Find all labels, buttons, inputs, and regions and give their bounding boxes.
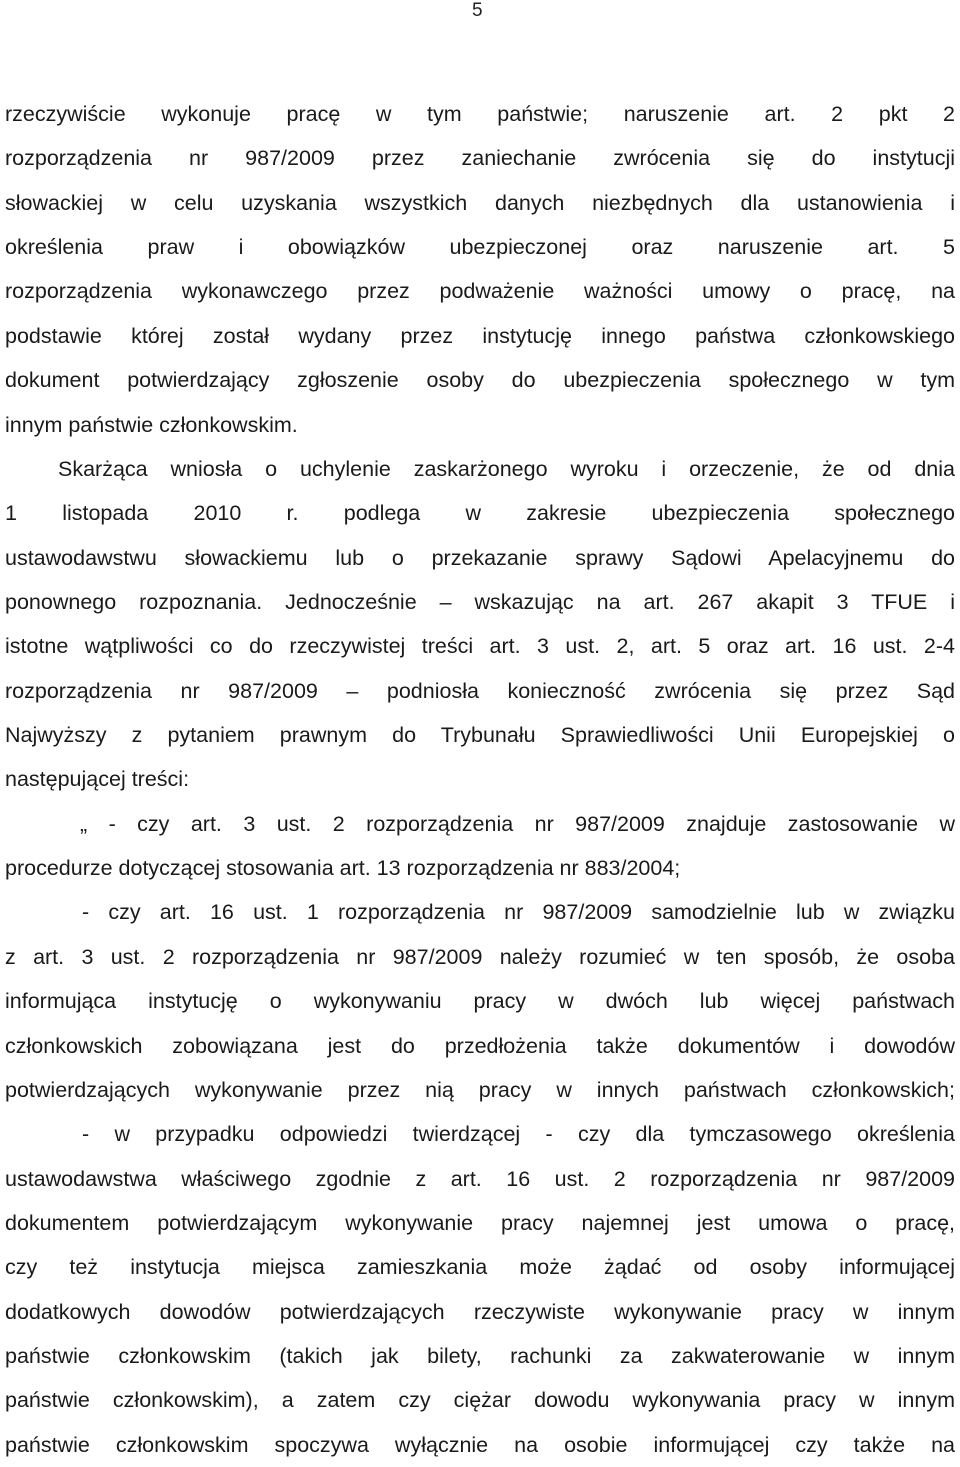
text-line: rozporządzenia nr 987/2009 przez zaniechanie zwrócenia się do instytucji (5, 146, 955, 171)
text-line: - w przypadku odpowiedzi twierdzącej - czy dla tymczasowego określenia (82, 1122, 955, 1147)
text-line: Najwyższy z pytaniem prawnym do Trybunału Sprawiedliwości Unii Europejskiej o (5, 723, 955, 748)
text-line: „ - czy art. 3 ust. 2 rozporządzenia nr 987/2009 znajduje zastosowanie w (80, 811, 955, 836)
document-body (5, 92, 955, 1467)
text-line: Skarżąca wniosła o uchylenie zaskarżonego wyroku i orzeczenie, że od dnia (58, 456, 955, 481)
text-line: rozporządzenia nr 987/2009 – podniosła konieczność zwrócenia się przez Sąd (5, 678, 955, 703)
text-line: dokument potwierdzający zgłoszenie osoby do ubezpieczenia społecznego w tym (5, 368, 955, 393)
text-line: państwie członkowskim (takich jak bilety, rachunki za zakwaterowanie w innym (5, 1344, 955, 1369)
text-line: ponownego rozpoznania. Jednocześnie – wskazując na art. 267 akapit 3 TFUE i (5, 589, 955, 614)
text-line: członkowskich zobowiązana jest do przedłożenia także dokumentów i dowodów (5, 1033, 955, 1058)
text-line: 1 listopada 2010 r. podlega w zakresie ubezpieczenia społecznego (5, 501, 955, 526)
text-line: państwie członkowskim), a zatem czy ciężar dowodu wykonywania pracy w innym (5, 1388, 955, 1413)
text-line: następującej treści: (5, 767, 190, 792)
text-line: dokumentem potwierdzającym wykonywanie pracy najemnej jest umowa o pracę, (5, 1210, 955, 1235)
text-line: czy też instytucja miejsca zamieszkania może żądać od osoby informującej (5, 1255, 955, 1280)
text-line: rzeczywiście wykonuje pracę w tym państwie; naruszenie art. 2 pkt 2 (5, 102, 955, 126)
text-line: rozporządzenia wykonawczego przez podważenie ważności umowy o pracę, na (5, 279, 955, 304)
text-line: informująca instytucję o wykonywaniu pracy w dwóch lub więcej państwach (5, 989, 955, 1014)
text-line: określenia praw i obowiązków ubezpieczonej oraz naruszenie art. 5 (5, 235, 955, 260)
text-line: procedurze dotyczącej stosowania art. 13 rozporządzenia nr 883/2004; (5, 856, 681, 881)
text-line: potwierdzających wykonywanie przez nią pracy w innych państwach członkowskich; (5, 1077, 955, 1102)
text-line: ustawodawstwu słowackiemu lub o przekazanie sprawy Sądowi Apelacyjnemu do (5, 545, 955, 570)
text-line: słowackiej w celu uzyskania wszystkich danych niezbędnych dla ustanowienia i (5, 190, 955, 215)
text-line: innym państwie członkowskim. (5, 412, 298, 437)
text-line: z art. 3 ust. 2 rozporządzenia nr 987/2009 należy rozumieć w ten sposób, że osoba (5, 944, 955, 969)
page-number: 5 (472, 0, 483, 21)
text-line: - czy art. 16 ust. 1 rozporządzenia nr 987/2009 samodzielnie lub w związku (82, 900, 955, 925)
text-line: ustawodawstwa właściwego zgodnie z art. 16 ust. 2 rozporządzenia nr 987/2009 (5, 1166, 955, 1191)
text-line: dodatkowych dowodów potwierdzających rzeczywiste wykonywanie pracy w innym (5, 1299, 955, 1324)
text-line: istotne wątpliwości co do rzeczywistej treści art. 3 ust. 2, art. 5 oraz art. 16 ust. 2-4 (5, 634, 955, 659)
text-line: podstawie której został wydany przez instytucję innego państwa członkowskiego (5, 323, 955, 348)
text-line: państwie członkowskim spoczywa wyłącznie na osobie informującej czy także na (5, 1432, 955, 1457)
